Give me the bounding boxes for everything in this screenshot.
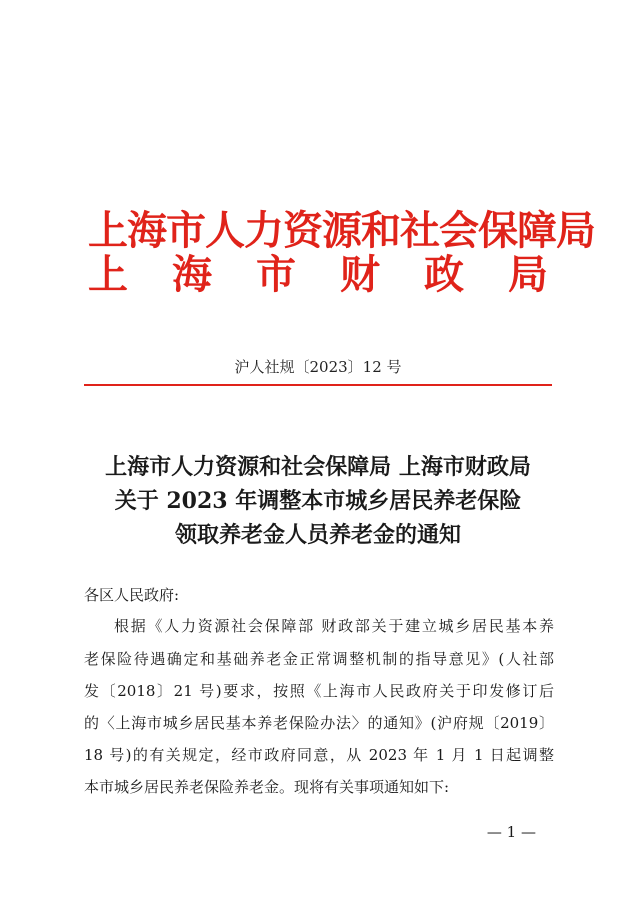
document-title-line-1: 上海市人力资源和社会保障局 上海市财政局	[105, 454, 531, 480]
body-text-line: 本市城乡居民养老保险养老金。现将有关事项通知如下:	[84, 778, 450, 796]
body-text-line: 根据《人力资源社会保障部 财政部关于建立城乡居民基本养	[114, 617, 554, 635]
issuer-line-2-char: 市	[256, 251, 296, 298]
salutation: 各区人民政府:	[84, 586, 180, 604]
issuer-line-1: 上海市人力资源和社会保障局	[88, 207, 595, 254]
body-text-line: 发〔2018〕21 号)要求，按照《上海市人民政府关于印发修订后	[84, 682, 554, 700]
issuer-line-2-char: 局	[508, 251, 548, 298]
issuer-line-2-char: 政	[424, 251, 464, 298]
document-title-line-2: 关于 2023 年调整本市城乡居民养老保险	[114, 488, 522, 514]
issuer-line-2-char: 海	[172, 251, 212, 298]
red-separator-line	[84, 384, 552, 386]
body-text-line: 老保险待遇确定和基础养老金正常调整机制的指导意见》(人社部	[84, 650, 554, 668]
issuer-line-2-char: 财	[340, 251, 380, 298]
body-text-line: 的〈上海市城乡居民基本养老保险办法〉的通知》(沪府规〔2019〕	[84, 714, 554, 732]
document-number: 沪人社规〔2023〕12 号	[234, 358, 402, 376]
issuer-line-2	[88, 252, 548, 298]
body-text-line: 18 号)的有关规定，经市政府同意，从 2023 年 1 月 1 日起调整	[84, 746, 554, 764]
issuer-line-2-char: 上	[88, 251, 128, 298]
page-number: — 1 —	[486, 823, 536, 841]
document-title-line-3: 领取养老金人员养老金的通知	[174, 522, 461, 548]
